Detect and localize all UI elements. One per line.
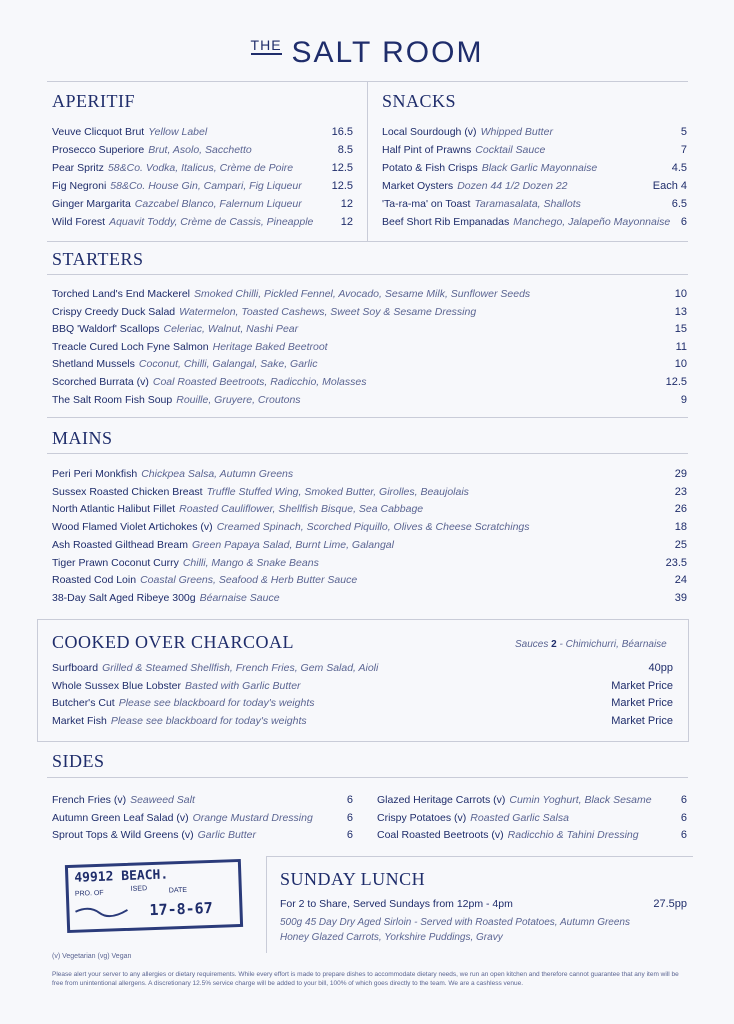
menu-item <box>52 794 195 806</box>
item-price: 9 <box>680 393 687 406</box>
item-name: Tiger Prawn Coconut Curry <box>52 556 179 569</box>
item-name: Pear Spritz <box>52 162 104 174</box>
item-name: Potato & Fish Crisps <box>382 162 478 174</box>
menu-item <box>52 829 256 841</box>
item-desc: Chickpea Salsa, Autumn Greens <box>141 468 294 480</box>
item-name: Crispy Potatoes (v) <box>377 811 467 824</box>
item-price: 4.5 <box>671 162 687 174</box>
item-price: 8.5 <box>337 144 353 156</box>
item-desc: Whipped Butter <box>480 126 553 138</box>
item-name: Veuve Clicquot Brut <box>52 126 145 138</box>
brand-the: THE <box>250 37 282 53</box>
date-stamp <box>65 859 243 933</box>
item-desc: Please see blackboard for today's weights <box>110 714 307 727</box>
menu-item <box>52 574 357 586</box>
item-desc: Smoked Chilli, Pickled Fennel, Avocado, Sesame Milk, Sunflower Seeds <box>194 288 531 300</box>
item-desc: Taramasalata, Shallots <box>474 198 581 210</box>
section-title-snacks: SNACKS <box>382 91 457 111</box>
item-name: Ash Roasted Gilthead Bream <box>52 538 188 551</box>
item-price: 26 <box>674 503 687 516</box>
item-name: 38-Day Salt Aged Ribeye 300g <box>52 591 196 604</box>
brand-name: SALT ROOM <box>291 36 484 69</box>
item-price: 12.5 <box>331 162 353 174</box>
item-name: Market Oysters <box>382 180 454 192</box>
item-desc: Manchego, Jalapeño Mayonnaise <box>513 216 671 228</box>
item-desc: Watermelon, Toasted Cashews, Sweet Soy & Sesame Dressing <box>179 305 477 318</box>
menu-item <box>52 144 252 156</box>
item-name: Crispy Creedy Duck Salad <box>52 305 176 318</box>
item-desc: Roasted Garlic Salsa <box>470 811 569 824</box>
item-price: 40pp <box>648 662 673 674</box>
item-price: 6 <box>346 811 353 824</box>
stamp-line-2: PRO. OF <box>74 889 104 898</box>
item-name: Glazed Heritage Carrots (v) <box>377 794 506 806</box>
item-price: 39 <box>674 591 687 604</box>
item-desc: Heritage Baked Beetroot <box>212 340 328 353</box>
item-name: The Salt Room Fish Soup <box>52 393 173 406</box>
menu-item <box>52 521 530 533</box>
brand-logo <box>0 36 734 70</box>
item-desc: 58&Co. Vodka, Italicus, Crème de Poire <box>107 162 294 174</box>
item-price: 25 <box>674 538 687 551</box>
item-name: Wild Forest <box>52 216 106 228</box>
menu-item <box>52 680 301 692</box>
menu-item <box>382 126 553 138</box>
menu-item <box>52 468 293 480</box>
menu-item <box>52 288 530 300</box>
divider <box>47 241 688 242</box>
item-name: Shetland Mussels <box>52 358 135 371</box>
item-name: Coal Roasted Beetroots (v) <box>377 829 504 841</box>
disclaimer: Please alert your server to any allergies or dietary requirements. While every effort is made to prepare dishes to accommodate dietary needs, we run an open kitchen and therefore cannot guarantee that any item will be free from unintentional allergens. A discretionary 12.5% service charge will be added to your bill, 100% of which goes directly to the team. We are a cashless venue. <box>52 971 679 987</box>
item-name: Fig Negroni <box>52 180 107 192</box>
item-name: Sprout Tops & Wild Greens (v) <box>52 829 194 841</box>
item-desc: Garlic Butter <box>197 829 256 841</box>
menu-item <box>52 341 328 353</box>
menu-item <box>52 394 301 406</box>
item-desc: Rouille, Gruyere, Croutons <box>176 393 301 406</box>
menu-item <box>52 306 476 318</box>
menu-item <box>52 715 307 727</box>
item-price: 6 <box>680 216 687 228</box>
menu-item <box>377 829 639 841</box>
item-desc: Coastal Greens, Seafood & Herb Butter Sauce <box>140 574 358 587</box>
item-name: Sussex Roasted Chicken Breast <box>52 485 203 498</box>
item-name: Market Fish <box>52 714 107 727</box>
item-price: 24 <box>674 574 687 587</box>
item-desc: Béarnaise Sauce <box>199 591 280 604</box>
item-price: 23 <box>674 485 687 498</box>
menu-item <box>382 198 581 210</box>
stamp-line-5: 17-8-67 <box>149 898 213 920</box>
menu-item <box>52 162 293 174</box>
item-name: Local Sourdough (v) <box>382 126 477 138</box>
menu-item <box>52 697 315 709</box>
menu-item <box>52 126 207 138</box>
section-title-aperitif: APERITIF <box>52 91 136 111</box>
item-name: Half Pint of Prawns <box>382 144 472 156</box>
item-price: 12.5 <box>331 180 353 192</box>
item-desc: Seaweed Salt <box>130 794 195 806</box>
item-desc: Cumin Yoghurt, Black Sesame <box>509 794 652 806</box>
item-desc: Cocktail Sauce <box>475 144 546 156</box>
item-desc: Aquavit Toddy, Crème de Cassis, Pineapple <box>109 216 314 228</box>
item-price: Market Price <box>611 714 673 727</box>
divider <box>47 274 688 275</box>
sauces-price: 2 <box>551 639 557 650</box>
item-name: French Fries (v) <box>52 794 127 806</box>
item-price: 23.5 <box>665 556 687 569</box>
item-name: Peri Peri Monkfish <box>52 468 138 480</box>
item-name: Roasted Cod Loin <box>52 574 137 587</box>
item-name: Butcher's Cut <box>52 697 115 709</box>
item-price: Market Price <box>611 679 673 692</box>
item-desc: Grilled & Steamed Shellfish, French Fries, Gem Salad, Aioli <box>102 662 379 674</box>
menu-item <box>382 180 568 192</box>
item-desc: Radicchio & Tahini Dressing <box>507 829 639 841</box>
item-price: 6 <box>680 811 687 824</box>
menu-item <box>52 486 469 498</box>
item-price: 29 <box>674 468 687 480</box>
item-price: 6 <box>680 794 687 806</box>
item-price: 10 <box>674 288 687 300</box>
item-price: Each 4 <box>652 180 687 192</box>
menu-item <box>377 812 569 824</box>
sunday-desc-1: 500g 45 Day Dry Aged Sirloin - Served with Roasted Potatoes, Autumn Greens <box>280 917 630 928</box>
menu-item <box>52 198 302 210</box>
menu-item <box>52 539 394 551</box>
menu-item <box>52 358 317 370</box>
item-desc: Basted with Garlic Butter <box>184 679 301 692</box>
item-desc: Green Papaya Salad, Burnt Lime, Galangal <box>192 538 394 551</box>
item-price: 13 <box>674 305 687 318</box>
item-desc: Creamed Spinach, Scorched Piquillo, Olives & Cheese Scratchings <box>216 521 530 534</box>
section-title-starters: STARTERS <box>52 249 144 269</box>
item-price: 18 <box>674 521 687 534</box>
sunday-subtitle: For 2 to Share, Served Sundays from 12pm - 4pm <box>280 898 513 910</box>
item-price: 6 <box>346 794 353 806</box>
item-desc: Dozen 44 1/2 Dozen 22 <box>457 180 568 192</box>
sunday-desc-2: Honey Glazed Carrots, Yorkshire Puddings, Gravy <box>280 932 503 943</box>
item-name: 'Ta-ra-ma' on Toast <box>382 198 471 210</box>
item-price: 10 <box>674 358 687 371</box>
section-title-sides: SIDES <box>52 751 105 771</box>
item-name: Ginger Margarita <box>52 198 131 210</box>
item-name: BBQ 'Waldorf' Scallops <box>52 323 160 336</box>
menu-item <box>52 323 298 335</box>
menu-item <box>52 503 423 515</box>
item-name: Treacle Cured Loch Fyne Salmon <box>52 340 209 353</box>
divider <box>47 417 688 418</box>
section-title-mains: MAINS <box>52 428 113 448</box>
item-price: 6.5 <box>671 198 687 210</box>
item-name: Surfboard <box>52 662 99 674</box>
item-price: 12 <box>340 198 353 210</box>
menu-item <box>52 592 280 604</box>
item-desc: Coal Roasted Beetroots, Radicchio, Molasses <box>152 376 367 388</box>
item-price: 11 <box>675 340 687 353</box>
sunday-price: 27.5pp <box>653 898 687 910</box>
stamp-scribble <box>68 862 240 930</box>
section-title-charcoal: COOKED OVER CHARCOAL <box>52 632 295 652</box>
stamp-line-4: DATE <box>168 886 188 895</box>
item-desc: Coconut, Chilli, Galangal, Sake, Garlic <box>138 358 318 371</box>
item-price: 5 <box>680 126 687 138</box>
item-price: 7 <box>680 144 687 156</box>
item-price: 12.5 <box>665 376 687 388</box>
item-desc: Cazcabel Blanco, Falernum Liqueur <box>134 198 302 210</box>
item-desc: Orange Mustard Dressing <box>192 811 313 824</box>
menu-item <box>52 662 378 674</box>
item-name: Whole Sussex Blue Lobster <box>52 679 181 692</box>
legend: (v) Vegetarian (vg) Vegan <box>52 953 132 960</box>
item-price: Market Price <box>611 697 673 709</box>
item-name: Wood Flamed Violet Artichokes (v) <box>52 521 213 534</box>
stamp-line-1: 49912 BEACH. <box>74 867 169 886</box>
item-desc: Brut, Asolo, Sacchetto <box>148 144 252 156</box>
sauces-note <box>515 639 667 650</box>
item-desc: Chilli, Mango & Snake Beans <box>182 556 319 569</box>
section-title-sunday: SUNDAY LUNCH <box>280 869 426 889</box>
item-name: Prosecco Superiore <box>52 144 145 156</box>
menu-item <box>382 162 597 174</box>
item-price: 6 <box>346 829 353 841</box>
sauces-label: Sauces <box>515 639 549 650</box>
divider <box>47 777 688 778</box>
item-desc: Please see blackboard for today's weights <box>118 697 315 709</box>
item-desc: Celeriac, Walnut, Nashi Pear <box>163 323 299 336</box>
item-name: Autumn Green Leaf Salad (v) <box>52 811 189 824</box>
item-price: 16.5 <box>331 126 353 138</box>
item-name: North Atlantic Halibut Fillet <box>52 503 176 516</box>
item-name: Beef Short Rib Empanadas <box>382 216 510 228</box>
item-price: 12 <box>340 216 353 228</box>
item-price: 15 <box>674 323 687 336</box>
item-desc: Black Garlic Mayonnaise <box>481 162 598 174</box>
menu-item <box>382 144 545 156</box>
divider <box>367 81 368 241</box>
divider <box>47 453 688 454</box>
item-desc: Yellow Label <box>148 126 208 138</box>
item-price: 6 <box>680 829 687 841</box>
stamp-line-3: ISED <box>130 885 148 893</box>
item-name: Scorched Burrata (v) <box>52 376 149 388</box>
menu-item <box>52 376 366 388</box>
menu-item <box>52 180 302 192</box>
item-desc: 58&Co. House Gin, Campari, Fig Liqueur <box>110 180 302 192</box>
sauces-list: - Chimichurri, Béarnaise <box>559 639 667 650</box>
item-desc: Truffle Stuffed Wing, Smoked Butter, Girolles, Beaujolais <box>206 485 469 498</box>
item-name: Torched Land's End Mackerel <box>52 288 190 300</box>
item-desc: Roasted Cauliflower, Shellfish Bisque, Sea Cabbage <box>179 503 424 516</box>
menu-item <box>52 557 319 569</box>
